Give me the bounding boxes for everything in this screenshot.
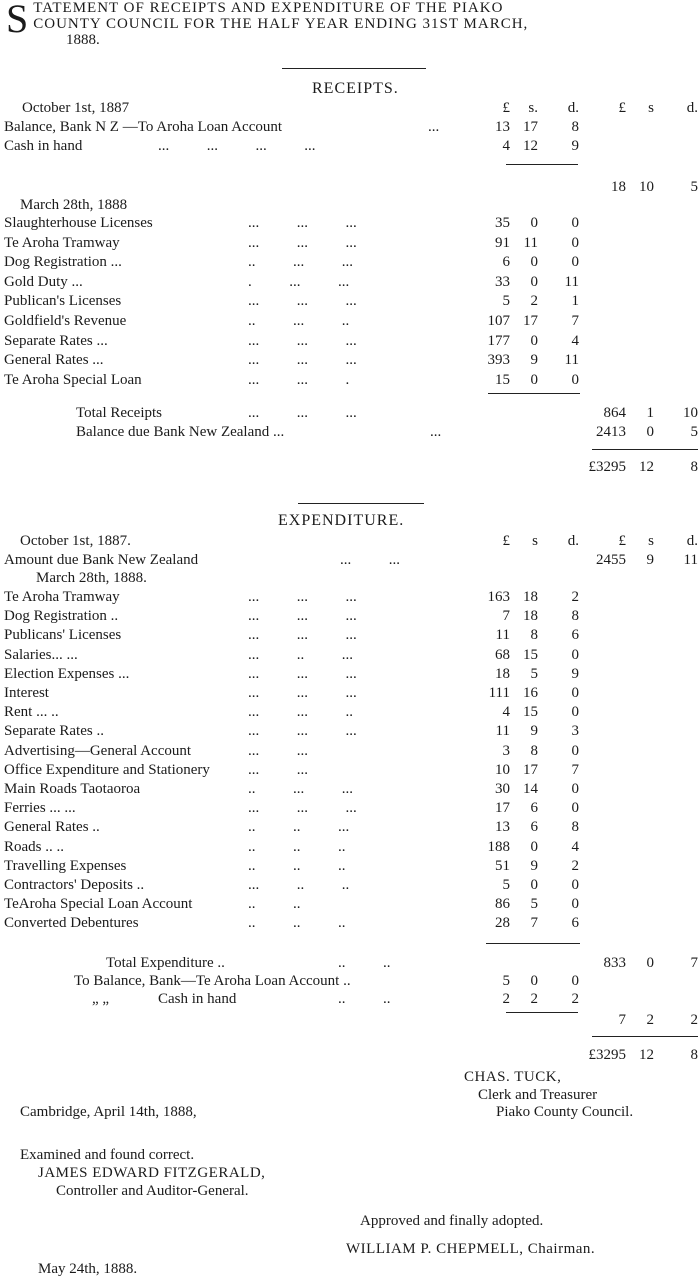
row-label: Te Aroha Tramway xyxy=(4,589,120,605)
row-pounds: 4 xyxy=(502,138,510,154)
row-shillings: 0 xyxy=(646,424,654,440)
grand-shillings: 12 xyxy=(639,459,654,475)
approved-note: Approved and finally adopted. xyxy=(360,1213,544,1229)
row-shillings: 0 xyxy=(530,838,538,855)
row-pence: 11 xyxy=(564,273,579,290)
col-pounds-2: £ xyxy=(618,533,626,549)
row-pence: 0 xyxy=(571,646,579,663)
row-dots: ... .. .. xyxy=(248,877,350,893)
expenditure-item-row xyxy=(0,838,700,856)
row-pounds: 864 xyxy=(603,405,626,421)
row-dots: ... ... .. xyxy=(248,704,353,721)
row-shillings: 5 xyxy=(530,896,538,913)
row-label: Total Receipts xyxy=(76,405,163,421)
row-shillings: 17 xyxy=(523,119,538,135)
row-label: Travelling Expenses xyxy=(4,857,127,874)
row-pounds: 13 xyxy=(495,819,510,836)
row-dots: .. .. ... xyxy=(248,819,350,836)
row-label: TeAroha Special Loan Account xyxy=(4,896,193,913)
row-pounds: 2 xyxy=(502,991,510,1007)
row-pence: 0 xyxy=(571,685,579,701)
receipts-item-row xyxy=(0,292,700,310)
col-pounds: £ xyxy=(502,533,510,549)
receipts-heading: RECEIPTS. xyxy=(312,80,399,97)
row-dots: ... xyxy=(430,424,442,440)
row-shillings: 0 xyxy=(530,371,538,388)
col-shillings-2: s xyxy=(648,533,654,549)
row-pence: 2 xyxy=(571,589,579,605)
col-shillings: s xyxy=(532,533,538,549)
expenditure-total-row xyxy=(0,954,700,972)
expenditure-item-row xyxy=(0,799,700,817)
receipts-opening-rule xyxy=(506,164,578,165)
receipts-item-row xyxy=(0,312,700,330)
row-shillings: 0 xyxy=(530,215,538,231)
row-dots: ... ... ... xyxy=(248,215,357,231)
row-pounds: 5 xyxy=(502,293,510,310)
row-pounds: 163 xyxy=(487,589,510,605)
row-pounds: 33 xyxy=(495,273,510,290)
row-label: Salaries... ... xyxy=(4,646,78,663)
row-dots: ... ... ... xyxy=(248,685,357,701)
expenditure-column-header xyxy=(0,532,700,550)
ditto-marks: „ „ xyxy=(92,991,110,1007)
row-label: Publican's Licenses xyxy=(4,293,122,310)
total-pence: 5 xyxy=(690,179,698,195)
row-pounds: 91 xyxy=(495,234,510,251)
row-pounds: 17 xyxy=(495,800,510,817)
row-pence: 2 xyxy=(571,857,579,874)
expenditure-balance-bank-row xyxy=(0,972,700,990)
row-dots: .. .. xyxy=(248,896,301,913)
row-label: Publicans' Licenses xyxy=(4,627,122,644)
row-pounds: 177 xyxy=(487,332,510,349)
period-date-text: March 28th, 1888 xyxy=(20,197,128,213)
receipts-opening-date: October 1st, 1887 xyxy=(22,100,130,116)
expenditure-opening-date: October 1st, 1887. xyxy=(20,533,131,549)
row-pence: 0 xyxy=(571,742,579,759)
row-pounds: 6 xyxy=(502,254,510,271)
row-pence: 0 xyxy=(571,973,579,989)
row-shillings: 2 xyxy=(530,991,538,1007)
row-dots: ... ... ... xyxy=(248,723,357,740)
receipts-item-row xyxy=(0,351,700,369)
row-label: Amount due Bank New Zealand xyxy=(4,552,199,568)
row-shillings: 8 xyxy=(530,742,538,759)
row-label: Ferries ... ... xyxy=(4,800,76,817)
expenditure-item-row xyxy=(0,780,700,798)
expenditure-item-row xyxy=(0,742,700,760)
expenditure-grand-total xyxy=(0,1046,700,1064)
receipts-period-date xyxy=(0,196,700,214)
col-pence: d. xyxy=(567,100,579,116)
expenditure-item-row xyxy=(0,588,700,606)
receipts-item-row xyxy=(0,332,700,350)
row-shillings: 15 xyxy=(523,704,538,721)
row-shillings: 15 xyxy=(523,646,538,663)
receipts-top-rule xyxy=(282,68,426,69)
row-pence: 2 xyxy=(571,991,579,1007)
row-label: To Balance, Bank—Te Aroha Loan Account .. xyxy=(74,973,351,989)
row-pounds: 833 xyxy=(603,955,626,971)
row-label: Main Roads Taotaoroa xyxy=(4,781,141,797)
row-pence: 0 xyxy=(571,896,579,913)
statement-title xyxy=(6,0,696,48)
row-pounds: 2455 xyxy=(596,552,626,568)
row-dots: ... ... ... xyxy=(248,332,357,349)
receipts-opening-row xyxy=(0,118,700,136)
row-shillings: 9 xyxy=(530,352,538,369)
row-pounds: 4 xyxy=(502,704,510,721)
expenditure-item-row xyxy=(0,857,700,875)
expenditure-item-row xyxy=(0,914,700,932)
row-pence: 3 xyxy=(571,723,579,740)
row-shillings: 0 xyxy=(530,273,538,290)
clerk-name: CHAS. TUCK, xyxy=(464,1069,562,1085)
expenditure-item-row xyxy=(0,646,700,664)
drop-cap: S xyxy=(6,0,30,41)
row-label: Separate Rates .. xyxy=(4,723,104,740)
col-pence: d. xyxy=(567,533,579,549)
row-shillings: 0 xyxy=(530,332,538,349)
row-dots: ... ... xyxy=(248,761,308,778)
row-dots: ... ... ... xyxy=(248,800,357,817)
row-pence: 11 xyxy=(683,552,698,568)
row-label: Interest xyxy=(4,685,49,701)
row-dots: .. .. xyxy=(338,955,391,971)
expenditure-heading: EXPENDITURE. xyxy=(278,512,405,529)
row-dots: .. ... ... xyxy=(248,781,353,797)
row-shillings: 17 xyxy=(523,761,538,778)
row-dots: ... ... ... xyxy=(248,293,357,310)
row-pence: 6 xyxy=(571,915,579,932)
row-shillings: 1 xyxy=(646,405,654,421)
row-pounds: 15 xyxy=(495,371,510,388)
expenditure-item-row xyxy=(0,665,700,683)
receipts-grand-rule xyxy=(592,449,698,450)
row-label: Separate Rates ... xyxy=(4,332,108,349)
row-label: Roads .. .. xyxy=(4,838,64,855)
row-label: Office Expenditure and Stationery xyxy=(4,761,210,778)
col-pounds: £ xyxy=(502,100,510,116)
final-date: May 24th, 1888. xyxy=(38,1261,138,1277)
receipts-item-row xyxy=(0,273,700,291)
row-shillings: 0 xyxy=(530,973,538,989)
receipts-item-row xyxy=(0,214,700,232)
total-shillings: 2 xyxy=(646,1012,654,1028)
row-dots: ... ... ... xyxy=(248,627,357,644)
row-dots: ... ... ... xyxy=(248,352,357,369)
row-shillings: 5 xyxy=(530,665,538,682)
row-pence: 0 xyxy=(571,781,579,797)
row-pounds: 10 xyxy=(495,761,510,778)
expenditure-item-row xyxy=(0,876,700,894)
row-shillings: 11 xyxy=(523,234,538,251)
row-shillings: 16 xyxy=(523,685,538,701)
row-pounds: 68 xyxy=(495,646,510,663)
row-pounds: 18 xyxy=(495,665,510,682)
row-pence: 1 xyxy=(571,293,579,310)
expenditure-item-row xyxy=(0,818,700,836)
expenditure-opening-row xyxy=(0,551,700,569)
row-pounds: 3 xyxy=(502,742,510,759)
row-pence: 4 xyxy=(571,332,579,349)
row-pence: 4 xyxy=(571,838,579,855)
receipts-grand-total xyxy=(0,458,700,476)
row-pounds: 111 xyxy=(488,685,510,701)
row-dots: ... ... ... ... xyxy=(158,138,316,154)
grand-pounds: £3295 xyxy=(588,1047,626,1063)
row-shillings: 9 xyxy=(646,552,654,568)
row-pounds: 30 xyxy=(495,781,510,797)
place-date: Cambridge, April 14th, 1888, xyxy=(20,1104,197,1120)
row-shillings: 18 xyxy=(523,589,538,605)
row-label: Cash in hand xyxy=(158,991,237,1007)
receipts-opening-row xyxy=(0,137,700,155)
row-shillings: 17 xyxy=(523,313,538,329)
col-shillings-2: s xyxy=(648,100,654,116)
col-pence-2: d. xyxy=(686,533,698,549)
receipts-item-row xyxy=(0,253,700,271)
receipts-opening-total xyxy=(0,178,700,196)
expenditure-item-row xyxy=(0,626,700,644)
expenditure-item-row xyxy=(0,895,700,913)
row-label: Goldfield's Revenue xyxy=(4,313,127,329)
row-pence: 8 xyxy=(571,819,579,836)
row-pence: 0 xyxy=(571,877,579,893)
row-pence: 0 xyxy=(571,800,579,817)
row-shillings: 0 xyxy=(530,877,538,893)
row-label: Te Aroha Tramway xyxy=(4,234,120,251)
row-label: Converted Debentures xyxy=(4,915,139,932)
row-shillings: 6 xyxy=(530,800,538,817)
total-pounds: 7 xyxy=(618,1012,626,1028)
row-pence: 0 xyxy=(571,215,579,231)
row-dots: ... ... xyxy=(248,742,308,759)
receipts-item-row xyxy=(0,371,700,389)
row-dots: .. ... .. xyxy=(248,313,350,329)
expenditure-grand-rule xyxy=(592,1036,698,1037)
clerk-org: Piako County Council. xyxy=(496,1104,634,1120)
col-shillings: s. xyxy=(528,100,538,116)
row-pence: 10 xyxy=(683,405,698,421)
col-pence-2: d. xyxy=(686,100,698,116)
row-pence: 8 xyxy=(571,119,579,135)
row-label: Balance due Bank New Zealand ... xyxy=(76,424,285,440)
row-pounds: 107 xyxy=(487,313,510,329)
row-shillings: 14 xyxy=(523,781,538,797)
row-label: Te Aroha Special Loan xyxy=(4,371,142,388)
row-dots: ... ... ... xyxy=(248,234,357,251)
row-dots: ... ... ... xyxy=(248,405,357,421)
expenditure-item-row xyxy=(0,703,700,721)
examined-note: Examined and found correct. xyxy=(20,1147,195,1163)
col-pounds-2: £ xyxy=(618,100,626,116)
row-pounds: 5 xyxy=(502,877,510,893)
receipts-column-header xyxy=(0,99,700,117)
row-pence: 8 xyxy=(571,608,579,625)
row-shillings: 9 xyxy=(530,857,538,874)
row-pence: 6 xyxy=(571,627,579,644)
title-year: 1888. xyxy=(66,32,100,48)
row-pounds: 393 xyxy=(487,352,510,369)
row-pounds: 11 xyxy=(495,627,510,644)
clerk-title: Clerk and Treasurer xyxy=(478,1087,598,1103)
row-label: Dog Registration .. xyxy=(4,608,119,625)
total-pounds: 18 xyxy=(611,179,626,195)
grand-shillings: 12 xyxy=(639,1047,654,1063)
row-shillings: 0 xyxy=(530,254,538,271)
receipts-items-rule xyxy=(488,393,580,394)
row-pence: 0 xyxy=(571,704,579,721)
row-dots: .. .. .. xyxy=(248,838,346,855)
row-shillings: 2 xyxy=(530,293,538,310)
row-pence: 7 xyxy=(571,761,579,778)
row-shillings: 0 xyxy=(646,955,654,971)
row-shillings: 7 xyxy=(530,915,538,932)
row-pence: 9 xyxy=(571,138,579,154)
row-dots: ... xyxy=(428,119,440,135)
row-pence: 7 xyxy=(690,955,698,971)
row-pence: 0 xyxy=(571,371,579,388)
expenditure-balance-cash-row xyxy=(0,990,700,1008)
receipts-item-row xyxy=(0,234,700,252)
row-pounds: 11 xyxy=(495,723,510,740)
expenditure-item-row xyxy=(0,761,700,779)
row-pounds: 5 xyxy=(502,973,510,989)
period-date-text: March 28th, 1888. xyxy=(36,570,147,586)
row-dots: ... ... ... xyxy=(248,665,357,682)
receipts-total-row xyxy=(0,404,700,422)
row-label: Advertising—General Account xyxy=(4,742,192,759)
row-dots: .. .. xyxy=(338,991,391,1007)
row-pence: 11 xyxy=(564,352,579,369)
row-pence: 0 xyxy=(571,234,579,251)
row-pence: 9 xyxy=(571,665,579,682)
row-pounds: 188 xyxy=(487,838,510,855)
row-dots: ... ... xyxy=(340,552,400,568)
row-dots: .. .. .. xyxy=(248,857,346,874)
row-shillings: 12 xyxy=(523,138,538,154)
row-pence: 0 xyxy=(571,254,579,271)
row-pounds: 35 xyxy=(495,215,510,231)
row-pence: 7 xyxy=(571,313,579,329)
expenditure-item-row xyxy=(0,607,700,625)
row-pounds: 86 xyxy=(495,896,510,913)
row-dots: ... ... ... xyxy=(248,589,357,605)
row-pounds: 7 xyxy=(502,608,510,625)
row-dots: ... ... . xyxy=(248,371,350,388)
receipts-balance-row xyxy=(0,423,700,441)
expenditure-balance-total xyxy=(0,1011,700,1029)
row-pounds: 13 xyxy=(495,119,510,135)
row-pounds: 2413 xyxy=(596,424,626,440)
row-shillings: 8 xyxy=(530,627,538,644)
grand-pence: 8 xyxy=(690,459,698,475)
row-dots: . ... ... xyxy=(248,273,350,290)
total-pence: 2 xyxy=(690,1012,698,1028)
auditor-name: JAMES EDWARD FITZGERALD, xyxy=(38,1165,266,1181)
row-label: Total Expenditure .. xyxy=(106,955,225,971)
row-label: Contractors' Deposits .. xyxy=(4,877,145,893)
row-label: Balance, Bank N Z —To Aroha Loan Account xyxy=(4,119,283,135)
grand-pence: 8 xyxy=(690,1047,698,1063)
title-line-2: COUNTY COUNCIL FOR THE HALF YEAR ENDING 31ST MARCH, xyxy=(33,16,529,32)
grand-pounds: £3295 xyxy=(588,459,626,475)
row-pounds: 28 xyxy=(495,915,510,932)
expenditure-item-row xyxy=(0,722,700,740)
row-label: Election Expenses ... xyxy=(4,665,130,682)
row-label: Cash in hand xyxy=(4,138,83,154)
total-shillings: 10 xyxy=(639,179,654,195)
row-shillings: 9 xyxy=(530,723,538,740)
row-label: General Rates .. xyxy=(4,819,100,836)
row-dots: .. .. .. xyxy=(248,915,346,932)
auditor-title: Controller and Auditor-General. xyxy=(56,1183,249,1199)
expenditure-items-rule xyxy=(486,943,580,944)
chairman-signature: WILLIAM P. CHEPMELL, Chairman. xyxy=(346,1241,596,1257)
expenditure-period-date xyxy=(0,569,700,587)
row-label: Rent ... .. xyxy=(4,704,59,721)
row-pence: 5 xyxy=(690,424,698,440)
row-label: Slaughterhouse Licenses xyxy=(4,215,153,231)
expenditure-top-rule xyxy=(298,503,424,504)
row-dots: ... .. ... xyxy=(248,646,353,663)
title-line-1: TATEMENT OF RECEIPTS AND EXPENDITURE OF THE PIAKO xyxy=(33,0,504,16)
row-label: Dog Registration ... xyxy=(4,254,122,271)
row-shillings: 6 xyxy=(530,819,538,836)
expenditure-item-row xyxy=(0,684,700,702)
row-pounds: 51 xyxy=(495,857,510,874)
row-shillings: 18 xyxy=(523,608,538,625)
row-label: Gold Duty ... xyxy=(4,273,83,290)
row-dots: ... ... ... xyxy=(248,608,357,625)
row-dots: .. ... ... xyxy=(248,254,353,271)
row-label: General Rates ... xyxy=(4,352,104,369)
